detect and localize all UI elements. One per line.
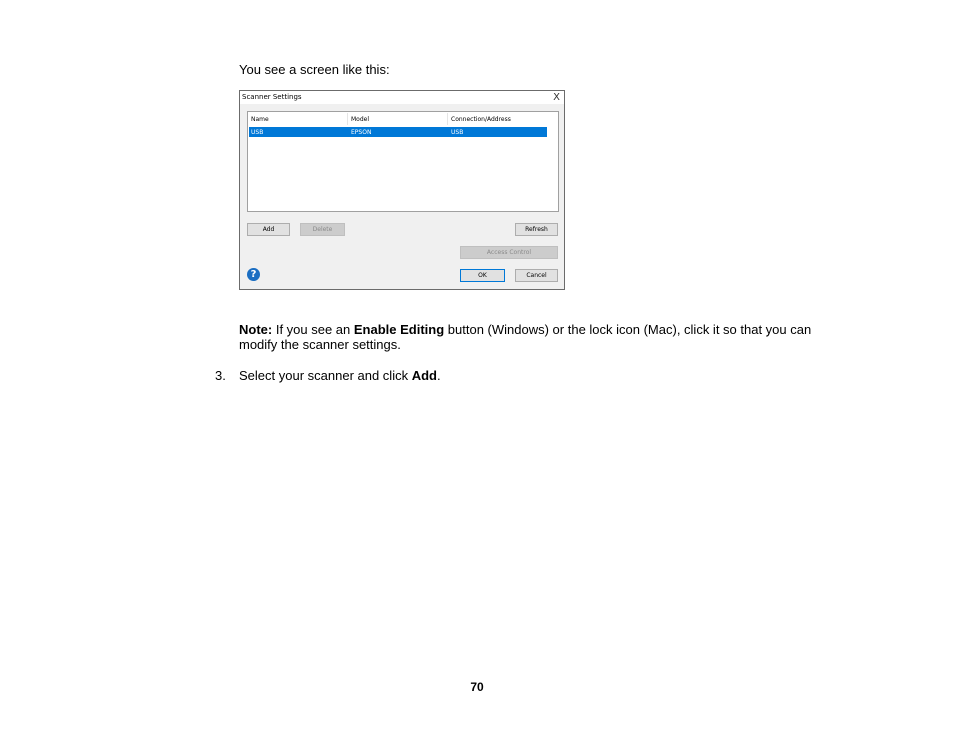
cell-name: USB bbox=[251, 129, 264, 136]
add-button[interactable]: Add bbox=[247, 223, 290, 236]
step-number: 3. bbox=[215, 368, 226, 383]
intro-text: You see a screen like this: bbox=[239, 62, 390, 77]
refresh-button[interactable]: Refresh bbox=[515, 223, 558, 236]
cancel-button[interactable]: Cancel bbox=[515, 269, 558, 282]
step-end: . bbox=[436, 368, 441, 383]
step-text: Select your scanner and click bbox=[239, 368, 412, 383]
question-circle-icon[interactable]: ? bbox=[247, 268, 260, 281]
dialog-title: Scanner Settings bbox=[242, 93, 302, 101]
cell-model: EPSON bbox=[351, 129, 372, 136]
page-number: 70 bbox=[470, 680, 484, 694]
column-header-connection[interactable]: Connection/Address bbox=[451, 116, 511, 123]
list-item[interactable] bbox=[249, 127, 547, 137]
close-icon[interactable]: X bbox=[553, 92, 560, 103]
note-paragraph bbox=[239, 322, 839, 352]
step-3 bbox=[215, 368, 441, 383]
note-label: Note: bbox=[239, 322, 273, 337]
dialog-titlebar[interactable] bbox=[240, 91, 564, 104]
access-control-button[interactable]: Access Control bbox=[460, 246, 558, 259]
column-separator bbox=[447, 113, 448, 125]
column-header-model[interactable]: Model bbox=[351, 116, 370, 123]
step-bold-add: Add bbox=[411, 368, 437, 383]
scanner-list[interactable] bbox=[247, 111, 559, 212]
note-text-1: If you see an bbox=[272, 322, 354, 337]
cell-connection: USB bbox=[451, 129, 464, 136]
scanner-settings-dialog bbox=[239, 90, 565, 290]
note-bold-enable-editing: Enable Editing bbox=[353, 322, 445, 337]
column-separator bbox=[347, 113, 348, 125]
ok-button[interactable]: OK bbox=[460, 269, 505, 282]
column-header-name[interactable]: Name bbox=[251, 116, 269, 123]
note-text-2: button (Windows) or the lock icon (Mac), click it so that you can modify the scanner settings. bbox=[239, 322, 812, 352]
delete-button[interactable]: Delete bbox=[300, 223, 345, 236]
list-header bbox=[248, 112, 558, 126]
